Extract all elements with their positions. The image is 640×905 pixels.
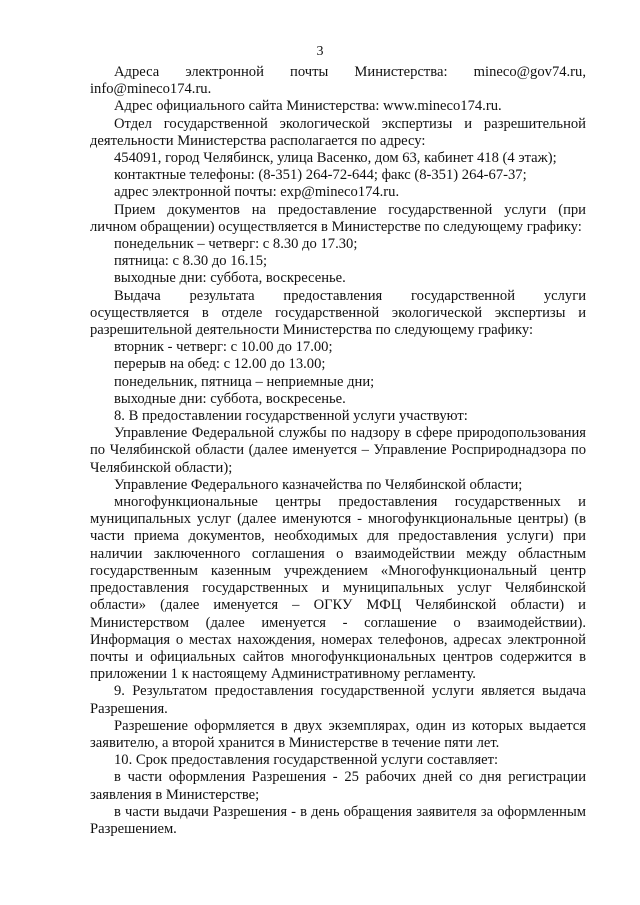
page-number: 3 — [316, 44, 324, 59]
paragraph-schedule-fri: пятница: с 8.30 до 16.15; — [114, 253, 268, 270]
paragraph-intake-schedule: Прием документов на предоставление государственной услуги (при личном обращении) осуществляется в Министерстве по следующему графику: — [90, 201, 586, 235]
paragraph-term-issue: в части выдачи Разрешения - в день обращения заявителя за оформленным Разрешением. — [90, 803, 586, 837]
paragraph-issue-weekend: выходные дни: суббота, воскресенье. — [114, 390, 346, 407]
paragraph-mfc: многофункциональные центры предоставления государственных и муниципальных услуг (далее именуются - многофункциональные центры) (в части приема документов, необходимых для предоставления услуги) при наличии заключенного соглашения о взаимодействии между областным государственным казенным учреждением «Многофункциональный центр предоставления государственных и муниципальных услуг Челябинской области» (далее именуется – ОГКУ МФЦ Челябинской области) и Министерством (далее именуется - соглашение о взаимодействии). Информация о местах нахождения, номерах телефонов, адресах электронной почты и официальных сайтов многофункциональных центров содержится в приложении 1 к настоящему Административному регламенту. — [90, 494, 586, 683]
paragraph-permit-copies: Разрешение оформляется в двух экземплярах, один из которых выдается заявителю, а второй хранится в Министерстве в течение пяти лет. — [90, 717, 586, 751]
paragraph-issue-tue-thu: вторник - четверг: с 10.00 до 17.00; — [114, 339, 333, 356]
paragraph-issue-schedule: Выдача результата предоставления государственной услуги осуществляется в отделе государственной экологической экспертизы и разрешительной деятельности Министерства по следующему графику: — [90, 287, 586, 339]
paragraph-section-10: 10. Срок предоставления государственной услуги составляет: — [114, 752, 499, 769]
paragraph-section-8: 8. В предоставлении государственной услуги участвуют: — [114, 408, 468, 425]
paragraph-rosprirodnadzor: Управление Федеральной службы по надзору в сфере природопользования по Челябинской области (далее именуется – Управление Росприроднадзора по Челябинской области); — [90, 425, 586, 476]
paragraph-treasury: Управление Федерального казначейства по Челябинской области; — [114, 476, 523, 493]
paragraph-website: Адрес официального сайта Министерства: www.mineco174.ru. — [114, 98, 502, 115]
paragraph-term-processing: в части оформления Разрешения - 25 рабочих дней со дня регистрации заявления в Министерстве; — [90, 769, 586, 803]
paragraph-issue-nonworking: понедельник, пятница – неприемные дни; — [114, 373, 375, 390]
document-body — [90, 64, 586, 838]
paragraph-department: Отдел государственной экологической экспертизы и разрешительной деятельности Министерства располагается по адресу: — [90, 115, 586, 149]
paragraph-schedule-weekend: выходные дни: суббота, воскресенье. — [114, 270, 346, 287]
paragraph-email: Адреса электронной почты Министерства: mineco@gov74.ru, info@mineco174.ru. — [90, 64, 586, 98]
paragraph-issue-lunch: перерыв на обед: с 12.00 до 13.00; — [114, 356, 326, 373]
paragraph-department-email: адрес электронной почты: exp@mineco174.ru. — [114, 184, 400, 201]
paragraph-schedule-mon-thu: понедельник – четверг: с 8.30 до 17.30; — [114, 236, 358, 253]
paragraph-section-9: 9. Результатом предоставления государственной услуги является выдача Разрешения. — [90, 683, 586, 717]
paragraph-address: 454091, город Челябинск, улица Васенко, дом 63, кабинет 418 (4 этаж); — [114, 150, 557, 167]
paragraph-phones: контактные телефоны: (8-351) 264-72-644; факс (8-351) 264-67-37; — [114, 167, 527, 184]
